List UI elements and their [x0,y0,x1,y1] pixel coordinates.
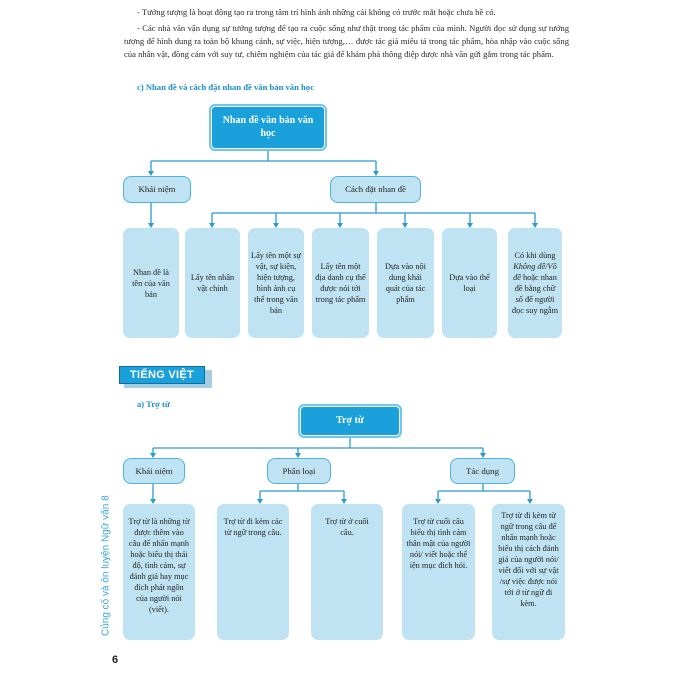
card-way-genre: Dựa vào thể loại [442,228,497,338]
card-way-place: Lấy tên một địa danh cụ thể được nói tới trong tác phẩm [312,228,369,338]
card-title-definition: Nhan đề là tên của văn bản [123,228,179,338]
node-title-ways: Cách đặt nhan đề [330,176,421,203]
book-title-sidebar: Củng cố và ôn luyện Ngữ văn 8 [100,495,112,637]
section-badge-vietnamese [119,366,212,388]
card-way-untitled [508,228,562,338]
paragraph-imagination-def: - Tưởng tượng là hoạt động tạo ra trong tâm trí hình ảnh những cái không có trước mắt hoặc chưa hề có. [137,7,496,17]
card-way-character: Lấy tên nhân vật chính [185,228,240,338]
paragraph-imagination-use: - Các nhà văn vận dụng sự tưởng tượng để tạo ra cuộc sống như thật trong tác phẩm của mình. Người đọc sử dụng sự tưởng tượng để hình dung ra toàn bộ khung cảnh, sự việc, hiện tượng,… được tác giả miêu tả trong tác phẩm, hòa nhập vào cuộc sống của nhân vật, đồng cảm với suy tư, chiêm nghiệm của tác giả để khám phá thông điệp được nhà văn gửi gắm trong tác phẩm. [124,23,569,60]
node-particle-types: Phân loại [267,458,331,484]
page-number: 6 [112,654,119,666]
untitled-text-italic: Không đề/Vô đề [513,262,557,282]
node-particle-uses: Tác dụng [450,458,515,484]
heading-particles: a) Trợ từ [137,399,170,409]
untitled-text-c: hoặc nhan đề bằng chữ số để người đọc suy ngẫm [511,273,559,315]
node-concept: Khái niệm [123,176,191,203]
card-particle-type-accompany: Trợ từ đi kèm các từ ngữ trong câu. [217,504,289,640]
card-way-object: Lấy tên một sự vật, sự kiện, hiện tượng, hình ảnh cụ thể trong văn bản [248,228,304,338]
card-particle-use-final: Trợ từ cuối câu biểu thị tình cảm thân mật của người nói/ viết hoặc thể iện mục đích hỏi. [402,504,475,640]
card-particle-type-final: Trợ từ ở cuối câu. [311,504,383,640]
node-particle-concept: Khái niệm [123,458,185,484]
untitled-text-a: Có khi dùng [514,251,556,260]
diagram-root-title-node: Nhan đề văn bản văn học [209,104,327,151]
diagram-root-particle-node: Trợ từ [298,404,402,438]
card-particle-definition: Trợ từ là những từ được thêm vào câu để nhấn mạnh hoặc biểu thị thái độ, tình cảm, sự đánh giá hay mục đích phát ngôn của người nói (viết). [123,504,195,640]
card-way-content: Dựa vào nội dung khái quát của tác phẩm [377,228,434,338]
heading-title-section: c) Nhan đề và cách đặt nhan đề văn bản văn học [137,82,314,92]
section-badge-label: TIẾNG VIỆT [119,366,205,384]
card-particle-use-accompany: Trợ từ đi kèm từ ngữ trong câu để nhấn mạnh hoặc biểu thị cách đánh giá của người nói/ viết đối với sự vật /sự việc được nói tới ở từ ngữ đi kèm. [492,504,565,640]
